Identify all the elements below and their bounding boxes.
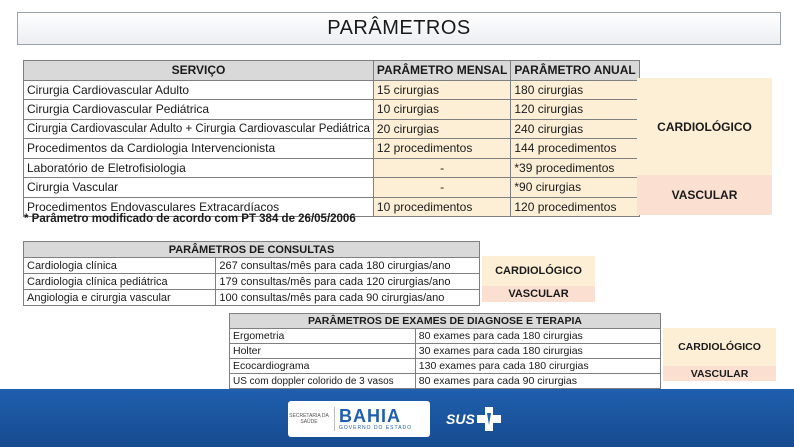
table-row bbox=[24, 178, 640, 198]
governo-label: GOVERNO DO ESTADO bbox=[339, 425, 413, 431]
exam-parameter: 130 exames para cada 180 cirurgias bbox=[415, 359, 660, 374]
exams-table bbox=[229, 313, 661, 389]
annual-value: *90 cirurgias bbox=[511, 178, 639, 198]
header-servico: SERVIÇO bbox=[24, 61, 374, 81]
consultations-table bbox=[23, 241, 480, 306]
annual-value: 240 cirurgias bbox=[511, 119, 639, 139]
header-anual: PARÂMETRO ANUAL bbox=[511, 61, 639, 81]
monthly-value: 15 cirurgias bbox=[373, 80, 510, 100]
services-table bbox=[23, 60, 640, 217]
monthly-value: - bbox=[373, 158, 510, 178]
sus-logo bbox=[446, 405, 503, 433]
table-row bbox=[24, 290, 480, 306]
annual-value: 120 cirurgias bbox=[511, 100, 639, 120]
table-row bbox=[230, 344, 661, 359]
sus-label: SUS bbox=[446, 411, 475, 427]
consultation-parameter: 100 consultas/mês para cada 90 cirurgias/ano bbox=[216, 290, 480, 306]
table-row bbox=[230, 359, 661, 374]
service-name: Cirurgia Cardiovascular Pediátrica bbox=[24, 100, 374, 120]
bahia-label: BAHIA bbox=[339, 406, 401, 426]
page-title: PARÂMETROS bbox=[327, 17, 471, 39]
table-row bbox=[230, 329, 661, 344]
annual-value: 144 procedimentos bbox=[511, 139, 639, 159]
title-bar bbox=[17, 12, 781, 45]
monthly-value: 10 cirurgias bbox=[373, 100, 510, 120]
table-row bbox=[24, 119, 640, 139]
table-header-row bbox=[24, 242, 480, 258]
category-vascular-label: VASCULAR bbox=[482, 286, 595, 302]
annual-value: 120 procedimentos bbox=[511, 197, 639, 217]
consultations-header: PARÂMETROS DE CONSULTAS bbox=[24, 242, 480, 258]
annual-value: 180 cirurgias bbox=[511, 80, 639, 100]
header-mensal: PARÂMETRO MENSAL bbox=[373, 61, 510, 81]
table-header-row bbox=[24, 61, 640, 81]
consultation-parameter: 267 consultas/mês para cada 180 cirurgias/ano bbox=[216, 258, 480, 274]
category-vascular-label: VASCULAR bbox=[663, 366, 776, 381]
exam-name: US com doppler colorido de 3 vasos bbox=[230, 374, 416, 389]
sus-cross-icon bbox=[475, 405, 503, 433]
table-header-row bbox=[230, 314, 661, 329]
monthly-value: - bbox=[373, 178, 510, 198]
annual-value: *39 procedimentos bbox=[511, 158, 639, 178]
specialty-name: Angiologia e cirurgia vascular bbox=[24, 290, 216, 306]
service-name: Laboratório de Eletrofisiologia bbox=[24, 158, 374, 178]
table-row bbox=[24, 100, 640, 120]
exam-name: Ergometria bbox=[230, 329, 416, 344]
category-cardio-label: CARDIOLÓGICO bbox=[663, 328, 776, 366]
service-name: Cirurgia Vascular bbox=[24, 178, 374, 198]
specialty-name: Cardiologia clínica pediátrica bbox=[24, 274, 216, 290]
footnote: * Parâmetro modificado de acordo com PT 384 de 26/05/2006 bbox=[24, 213, 356, 225]
service-name: Procedimentos da Cardiologia Intervencionista bbox=[24, 139, 374, 159]
monthly-value: 12 procedimentos bbox=[373, 139, 510, 159]
bahia-wordmark bbox=[339, 407, 412, 431]
exam-parameter: 80 exames para cada 180 cirurgias bbox=[415, 329, 660, 344]
monthly-value: 10 procedimentos bbox=[373, 197, 510, 217]
exam-name: Holter bbox=[230, 344, 416, 359]
table-row bbox=[24, 139, 640, 159]
exam-name: Ecocardiograma bbox=[230, 359, 416, 374]
category-cardio-label: CARDIOLÓGICO bbox=[482, 256, 595, 286]
exams-header: PARÂMETROS DE EXAMES DE DIAGNOSE E TERAPIA bbox=[230, 314, 661, 329]
category-vascular-label: VASCULAR bbox=[637, 175, 772, 215]
bahia-government-logo bbox=[288, 401, 430, 437]
service-name: Procedimentos Endovasculares Extracardíacos bbox=[24, 197, 374, 217]
table-row bbox=[24, 274, 480, 290]
service-name: Cirurgia Cardiovascular Adulto bbox=[24, 80, 374, 100]
table-row bbox=[24, 80, 640, 100]
specialty-name: Cardiologia clínica bbox=[24, 258, 216, 274]
table-row bbox=[24, 258, 480, 274]
secretaria-label: SECRETARIA DA SAÚDE bbox=[289, 413, 329, 425]
monthly-value: 20 cirurgias bbox=[373, 119, 510, 139]
service-name: Cirurgia Cardiovascular Adulto + Cirurgia Cardiovascular Pediátrica bbox=[24, 119, 374, 139]
exam-parameter: 30 exames para cada 180 cirurgias bbox=[415, 344, 660, 359]
table-row bbox=[24, 158, 640, 178]
consultation-parameter: 179 consultas/mês para cada 120 cirurgias/ano bbox=[216, 274, 480, 290]
category-cardio-label: CARDIOLÓGICO bbox=[637, 78, 772, 175]
table-row bbox=[230, 374, 661, 389]
logo-divider bbox=[334, 407, 335, 431]
exam-parameter: 80 exames para cada 90 cirurgias bbox=[415, 374, 660, 389]
